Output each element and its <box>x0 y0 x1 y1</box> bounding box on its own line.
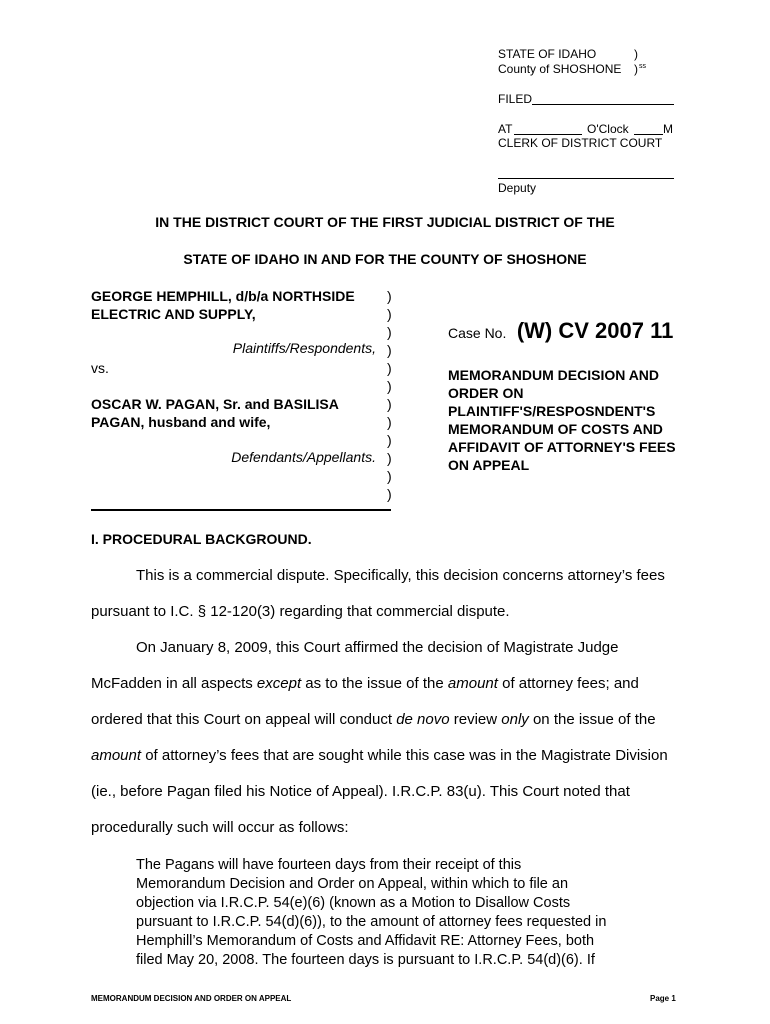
body-emphasis: only <box>501 711 529 728</box>
case-number: (W) CV 2007 11 <box>516 318 674 343</box>
document-title-line: ON APPEAL <box>448 457 530 473</box>
court-caption-line-1: IN THE DISTRICT COURT OF THE FIRST JUDICIAL DISTRICT OF THE <box>155 214 615 230</box>
deputy-line <box>498 178 674 179</box>
plaintiff-name-line-1: GEORGE HEMPHILL, d/b/a NORTHSIDE <box>91 288 355 304</box>
block-line: objection via I.R.C.P. 54(e)(6) (known as a Motion to Disallow Costs <box>136 895 571 911</box>
stamp-ss: ss <box>639 63 646 70</box>
filed-line <box>532 104 674 105</box>
defendant-role: Defendants/Appellants. <box>231 449 376 465</box>
stamp-deputy: Deputy <box>498 181 537 195</box>
block-line: Memorandum Decision and Order on Appeal, within which to file an <box>136 876 569 892</box>
document-title-line: MEMORANDUM DECISION AND <box>448 367 660 383</box>
stamp-state: STATE OF IDAHO <box>498 47 597 61</box>
body-line: This is a commercial dispute. Specifically, this decision concerns attorney’s fees <box>136 567 665 584</box>
body-emphasis: amount <box>447 675 498 692</box>
versus-label: vs. <box>91 360 109 376</box>
at-line <box>514 134 582 135</box>
block-line: Hemphill’s Memorandum of Costs and Affidavit RE: Attorney Fees, both <box>136 933 595 949</box>
caption-paren: ) <box>387 324 392 340</box>
caption-paren: ) <box>387 342 392 358</box>
stamp-paren-1: ) <box>634 47 638 61</box>
block-line: filed May 20, 2008. The fourteen days is pursuant to I.R.C.P. 54(d)(6). If <box>136 952 595 968</box>
caption-paren: ) <box>387 288 392 304</box>
caption-paren: ) <box>387 360 392 376</box>
caption-paren-column <box>387 287 399 503</box>
document-title-line: PLAINTIFF'S/RESPOSNDENT'S <box>448 403 656 419</box>
footer-page-number: Page 1 <box>650 994 676 1003</box>
caption-paren: ) <box>387 450 392 466</box>
caption-paren: ) <box>387 486 392 502</box>
oclock-line <box>634 134 663 135</box>
body-line: pursuant to I.C. § 12-120(3) regarding that commercial dispute. <box>91 603 510 620</box>
caption-paren: ) <box>387 306 392 322</box>
body-text: of attorney’s fees that are sought while this case was in the Magistrate Division <box>141 747 668 764</box>
indented-block-quote <box>136 856 636 970</box>
body-text: on the issue of the <box>528 711 656 728</box>
case-number-block <box>448 318 673 344</box>
document-title-line: AFFIDAVIT OF ATTORNEY'S FEES <box>448 439 676 455</box>
block-line: pursuant to I.R.C.P. 54(d)(6)), to the amount of attorney fees requested in <box>136 914 607 930</box>
body-line <box>91 675 639 692</box>
plaintiff-name-line-2: ELECTRIC AND SUPPLY, <box>91 306 256 322</box>
case-number-label: Case No. <box>448 325 507 341</box>
section-heading: I. PROCEDURAL BACKGROUND. <box>91 531 312 547</box>
body-text: review <box>449 711 502 728</box>
document-title-line: MEMORANDUM OF COSTS AND <box>448 421 663 437</box>
stamp-clerk: CLERK OF DISTRICT COURT <box>498 136 663 150</box>
caption-paren: ) <box>387 378 392 394</box>
body-text: McFadden in all aspects <box>91 675 257 692</box>
body-emphasis: except <box>256 675 302 692</box>
footer-title: MEMORANDUM DECISION AND ORDER ON APPEAL <box>91 994 292 1003</box>
body-line: On January 8, 2009, this Court affirmed the decision of Magistrate Judge <box>136 639 619 656</box>
block-line: The Pagans will have fourteen days from their receipt of this <box>136 857 522 873</box>
body-line: procedurally such will occur as follows: <box>91 819 349 836</box>
document-title-line: ORDER ON <box>448 385 524 401</box>
body-line <box>91 747 668 764</box>
body-line <box>91 711 656 728</box>
body-text: ordered that this Court on appeal will conduct <box>91 711 397 728</box>
stamp-county: County of SHOSHONE <box>498 62 622 76</box>
caption-paren: ) <box>387 432 392 448</box>
caption-paren: ) <box>387 396 392 412</box>
body-line: (ie., before Pagan filed his Notice of Appeal). I.R.C.P. 83(u). This Court noted that <box>91 783 630 800</box>
caption-underline <box>91 509 391 511</box>
body-emphasis: de novo <box>396 711 450 728</box>
plaintiff-role: Plaintiffs/Respondents, <box>232 340 376 356</box>
stamp-at: AT <box>498 122 513 136</box>
body-text: as to the issue of the <box>301 675 448 692</box>
filing-stamp <box>498 47 678 197</box>
body-emphasis: amount <box>91 747 142 764</box>
caption-paren: ) <box>387 414 392 430</box>
stamp-oclock: O'Clock <box>587 122 629 136</box>
stamp-m: M <box>663 122 673 136</box>
caption-paren: ) <box>387 468 392 484</box>
document-title <box>448 366 676 474</box>
stamp-paren-2: ) <box>634 62 638 76</box>
body-text: of attorney fees; and <box>497 675 639 692</box>
defendant-name-line-2: PAGAN, husband and wife, <box>91 414 271 430</box>
stamp-filed: FILED <box>498 92 533 106</box>
court-caption-line-2: STATE OF IDAHO IN AND FOR THE COUNTY OF SHOSHONE <box>183 251 587 267</box>
defendant-name-line-1: OSCAR W. PAGAN, Sr. and BASILISA <box>91 396 339 412</box>
